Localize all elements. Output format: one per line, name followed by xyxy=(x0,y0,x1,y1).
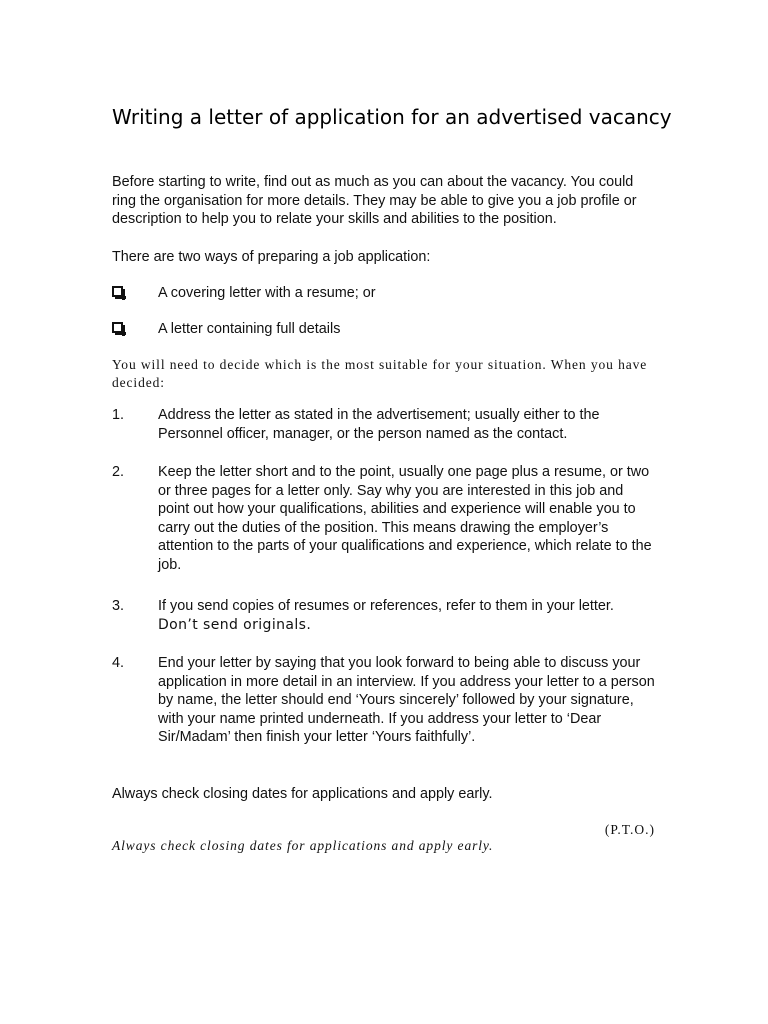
page-title: Writing a letter of application for an advertised vacancy xyxy=(112,105,672,129)
list-text: Address the letter as stated in the advertisement; usually either to the Personnel officer, manager, or the person named as the contact. xyxy=(158,407,600,442)
bullet-text: A letter containing full details xyxy=(158,321,341,337)
ways-intro: There are two ways of preparing a job application: xyxy=(112,249,431,265)
decide-paragraph: You will need to decide which is the most suitable for your situation. When you have decided: xyxy=(112,357,648,390)
list-number: 4. xyxy=(112,655,125,671)
pto-label: (P.T.O.) xyxy=(604,822,655,837)
list-number: 3. xyxy=(112,598,125,614)
closing-note-italic: Always check closing dates for applications and apply early. xyxy=(112,838,494,853)
list-text-line: Don’t send originals. xyxy=(158,616,312,633)
list-number: 2. xyxy=(112,464,125,480)
bullet-text: A covering letter with a resume; or xyxy=(158,285,376,301)
list-text xyxy=(158,597,658,634)
list-text-line: If you send copies of resumes or references, refer to them in your letter. xyxy=(158,598,614,614)
list-text: End your letter by saying that you look forward to being able to discuss your application in more detail in an interview. If you address your letter to a person by name, the letter should end ‘Yours sincerely’ followed by your signature, with your name printed underneath. If you address your letter to ‘Dear Sir/Madam’ then finish your letter ‘Yours faithfully’. xyxy=(158,655,655,745)
list-text: Keep the letter short and to the point, usually one page plus a resume, or two or three pages for a letter only. Say why you are interested in this job and point out how your qualifications, abilities and experience will enable you to carry out the duties of the position. This means drawing the employer’s attention to the parts of your qualifications and experience, which relate to the job. xyxy=(158,464,652,573)
closing-note: Always check closing dates for applications and apply early. xyxy=(112,786,493,802)
checkbox-bullet-icon xyxy=(112,322,123,333)
intro-paragraph: Before starting to write, find out as much as you can about the vacancy. You could ring the organisation for more details. They may be able to give you a job profile or description to help you to relate your skills and abilities to the position. xyxy=(112,174,637,227)
list-number: 1. xyxy=(112,407,125,423)
checkbox-bullet-icon xyxy=(112,286,123,297)
